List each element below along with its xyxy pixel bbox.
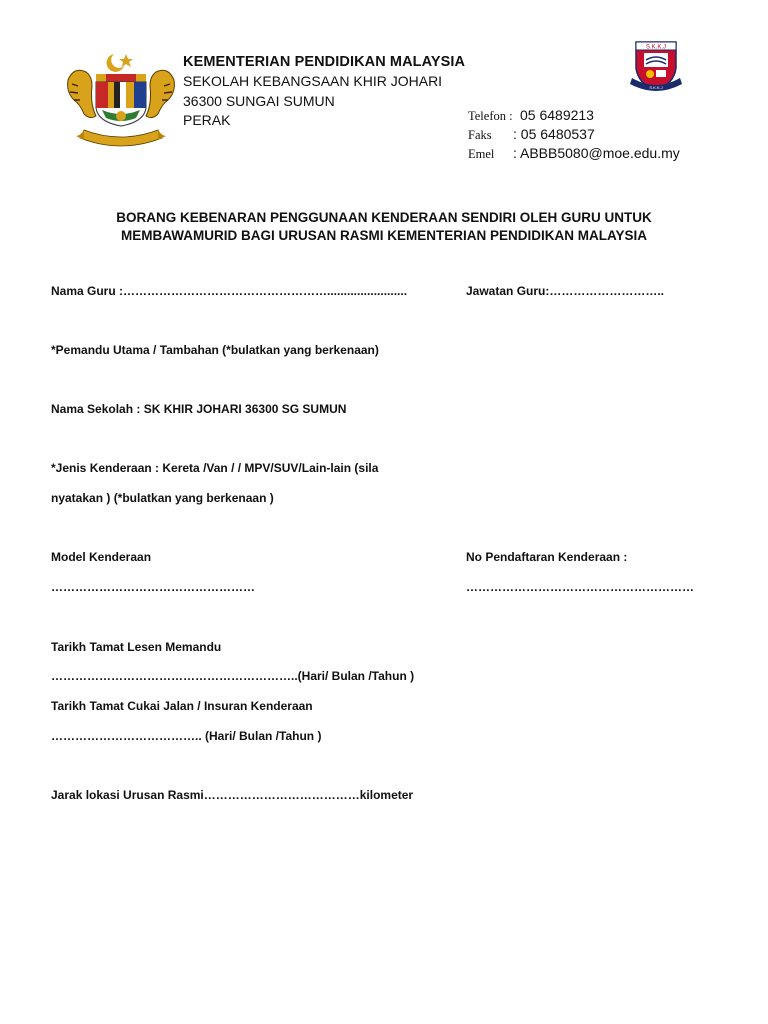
school-address: 36300 SUNGAI SUMUN (183, 93, 335, 109)
school-name: SEKOLAH KEBANGSAAN KHIR JOHARI (183, 73, 443, 89)
jawatan-guru-field: Jawatan Guru:……………………….. (466, 284, 665, 298)
tarikh-cukai-label: Tarikh Tamat Cukai Jalan / Insuran Kenderaan (51, 699, 313, 713)
telefon-value: 05 6489213 (520, 107, 594, 123)
emel-value: : ABBB5080@moe.edu.my (513, 145, 680, 161)
jenis-kenderaan-note: nyatakan ) (*bulatkan yang berkenaan ) (51, 491, 274, 505)
ministry-name: KEMENTERIAN PENDIDIKAN MALAYSIA (183, 54, 466, 70)
tarikh-cukai-blank: ……………………………….. (Hari/ Bulan /Tahun ) (51, 729, 322, 743)
tarikh-lesen-blank: ……………………………………………………..(Hari/ Bulan /Tahun ) (51, 669, 415, 683)
faks-value: : 05 6480537 (513, 126, 595, 142)
pemandu-field: *Pemandu Utama / Tambahan (*bulatkan yang berkenaan) (51, 343, 379, 357)
coat-of-arms-logo (62, 50, 180, 148)
svg-text:S.K.K.J: S.K.K.J (645, 44, 667, 51)
model-kenderaan-blank: …………………………………………… (51, 580, 255, 594)
school-state: PERAK (183, 112, 231, 128)
emel-label: Emel (468, 147, 495, 161)
no-pendaftaran-blank: ………………………………………………… (466, 580, 694, 594)
tarikh-lesen-label: Tarikh Tamat Lesen Memandu (51, 640, 222, 654)
school-logo (628, 38, 684, 94)
nama-guru-field: Nama Guru :……………………………………………........................ (51, 284, 408, 298)
form-title-line2: MEMBAWAMURID BAGI URUSAN RASMI KEMENTERIAN PENDIDIKAN MALAYSIA (120, 228, 647, 243)
jarak-lokasi-field: Jarak lokasi Urusan Rasmi…………………………………kilometer (51, 788, 414, 802)
svg-text:S.K.K.J: S.K.K.J (649, 85, 663, 90)
faks-label: Faks (468, 128, 492, 142)
jenis-kenderaan-field: *Jenis Kenderaan : Kereta /Van / / MPV/SUV/Lain-lain (sila (51, 461, 379, 475)
model-kenderaan-label: Model Kenderaan (51, 550, 152, 564)
nama-sekolah-field: Nama Sekolah : SK KHIR JOHARI 36300 SG SUMUN (51, 402, 347, 416)
telefon-label: Telefon : (468, 109, 513, 123)
form-title-line1: BORANG KEBENARAN PENGGUNAAN KENDERAAN SENDIRI OLEH GURU UNTUK (116, 210, 652, 225)
no-pendaftaran-label: No Pendaftaran Kenderaan : (466, 550, 628, 564)
